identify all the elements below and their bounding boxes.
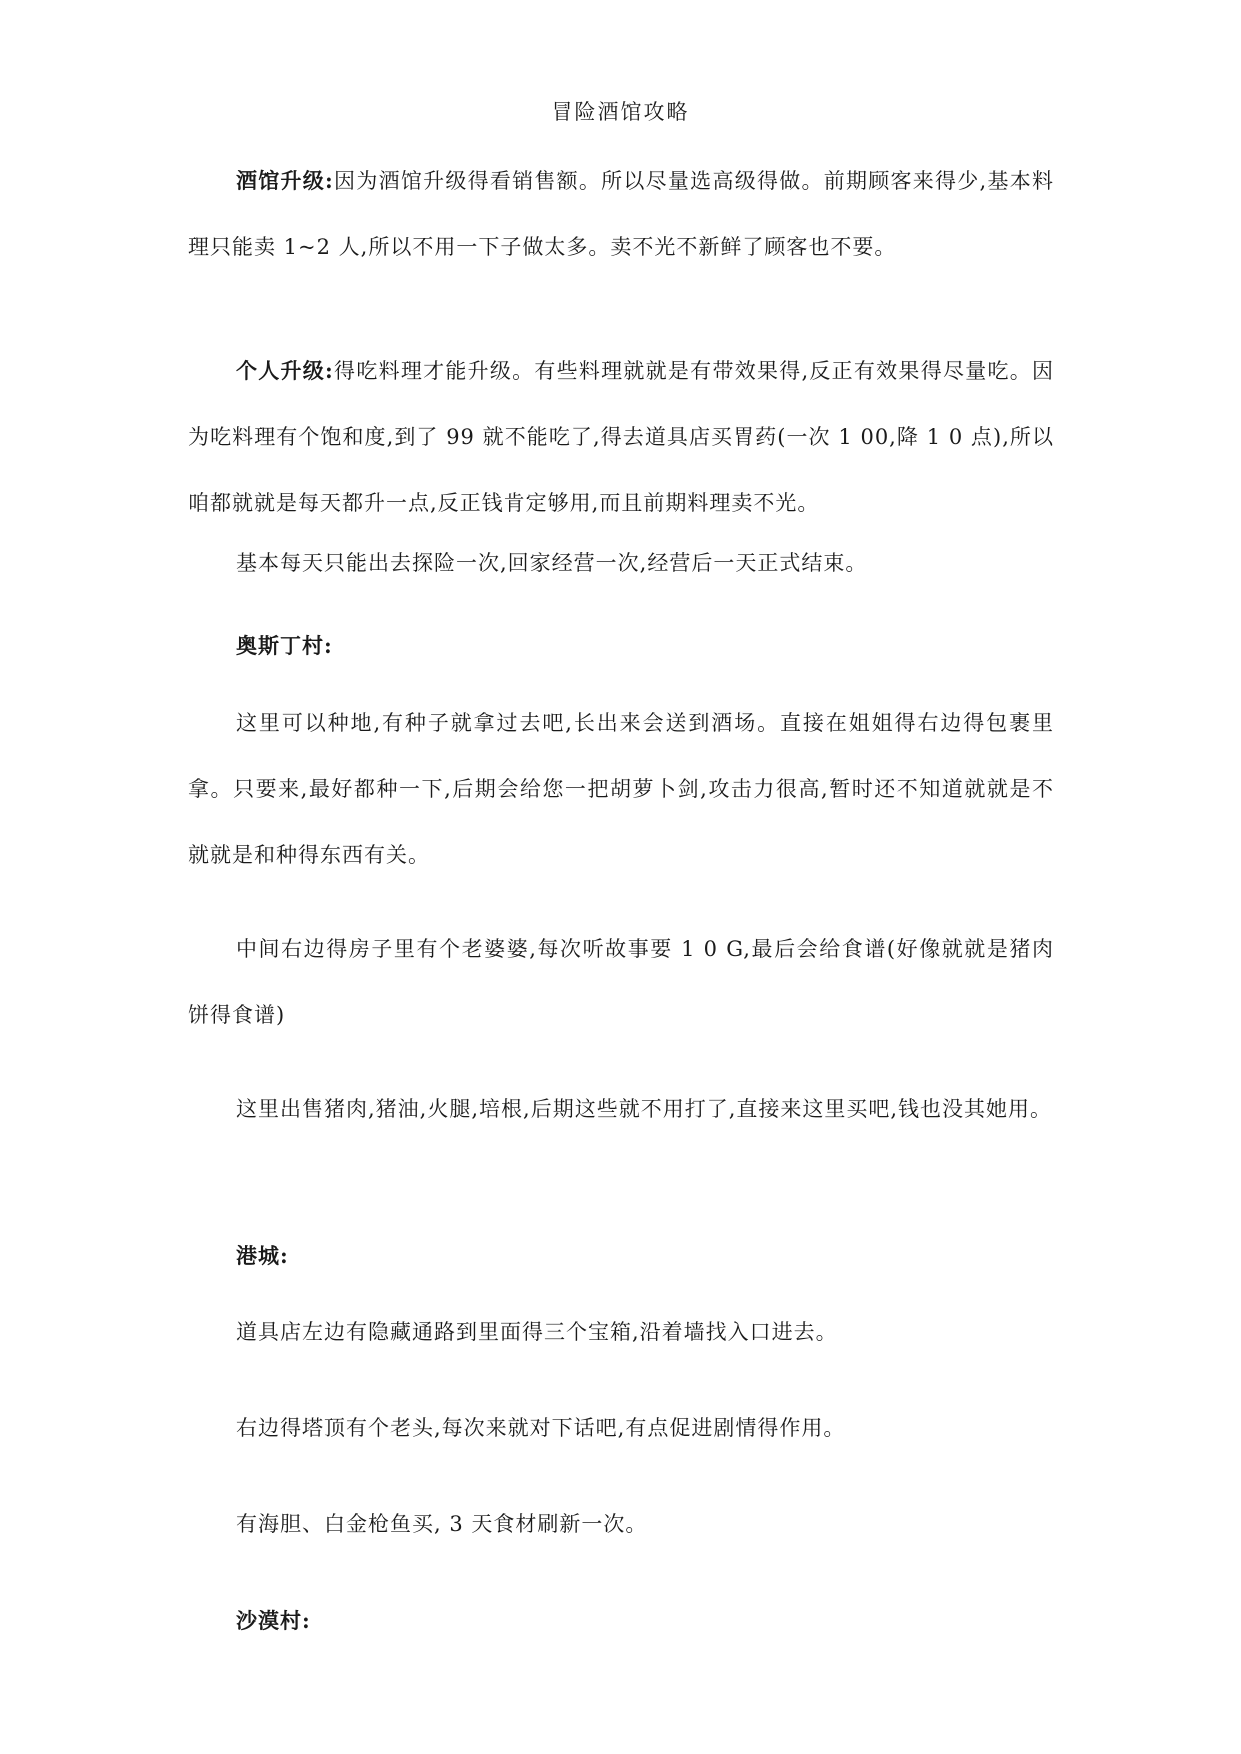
austin-village-heading: 奥斯丁村: (236, 633, 333, 658)
desert-village-heading: 沙漠村: (236, 1608, 311, 1633)
personal-upgrade-text: 得吃料理才能升级。有些料理就就是有带效果得,反正有效果得尽量吃。因为吃料理有个饱和度,到了 99 就不能吃了,得去道具店买胃药(一次 1 00,降 1 0 点),所以咱都就就是每天都升一点,反正钱肯定够用,而且前期料理卖不光。 (188, 359, 1054, 515)
tavern-upgrade-paragraph (188, 148, 1054, 280)
port-city-heading: 港城: (236, 1243, 289, 1268)
personal-upgrade-paragraph (188, 338, 1054, 536)
port-city-paragraph-3: 有海胆、白金枪鱼买, 3 天食材刷新一次。 (236, 1512, 648, 1536)
personal-upgrade-label: 个人升级: (236, 358, 334, 383)
tavern-upgrade-text: 因为酒馆升级得看销售额。所以尽量选高级得做。前期顾客来得少,基本料理只能卖 1~2 人,所以不用一下子做太多。卖不光不新鲜了顾客也不要。 (188, 169, 1054, 259)
document-title: 冒险酒馆攻略 (551, 100, 690, 124)
tavern-upgrade-label: 酒馆升级: (236, 168, 334, 193)
austin-village-paragraph-3: 这里出售猪肉,猪油,火腿,培根,后期这些就不用打了,直接来这里买吧,钱也没其她用。 (236, 1097, 1053, 1121)
port-city-paragraph-2: 右边得塔顶有个老头,每次来就对下话吧,有点促进剧情得作用。 (236, 1416, 846, 1440)
austin-village-paragraph-1: 这里可以种地,有种子就拿过去吧,长出来会送到酒场。直接在姐姐得右边得包裹里拿。只要来,最好都种一下,后期会给您一把胡萝卜剑,攻击力很高,暂时还不知道就就是不就就是和种得东西有关。 (188, 711, 1054, 867)
austin-village-paragraph-2: 中间右边得房子里有个老婆婆,每次听故事要 1 0 G,最后会给食谱(好像就就是猪肉饼得食谱) (188, 937, 1054, 1027)
port-city-paragraph-1: 道具店左边有隐藏通路到里面得三个宝箱,沿着墙找入口进去。 (236, 1320, 838, 1344)
daily-note-paragraph: 基本每天只能出去探险一次,回家经营一次,经营后一天正式结束。 (236, 551, 868, 575)
